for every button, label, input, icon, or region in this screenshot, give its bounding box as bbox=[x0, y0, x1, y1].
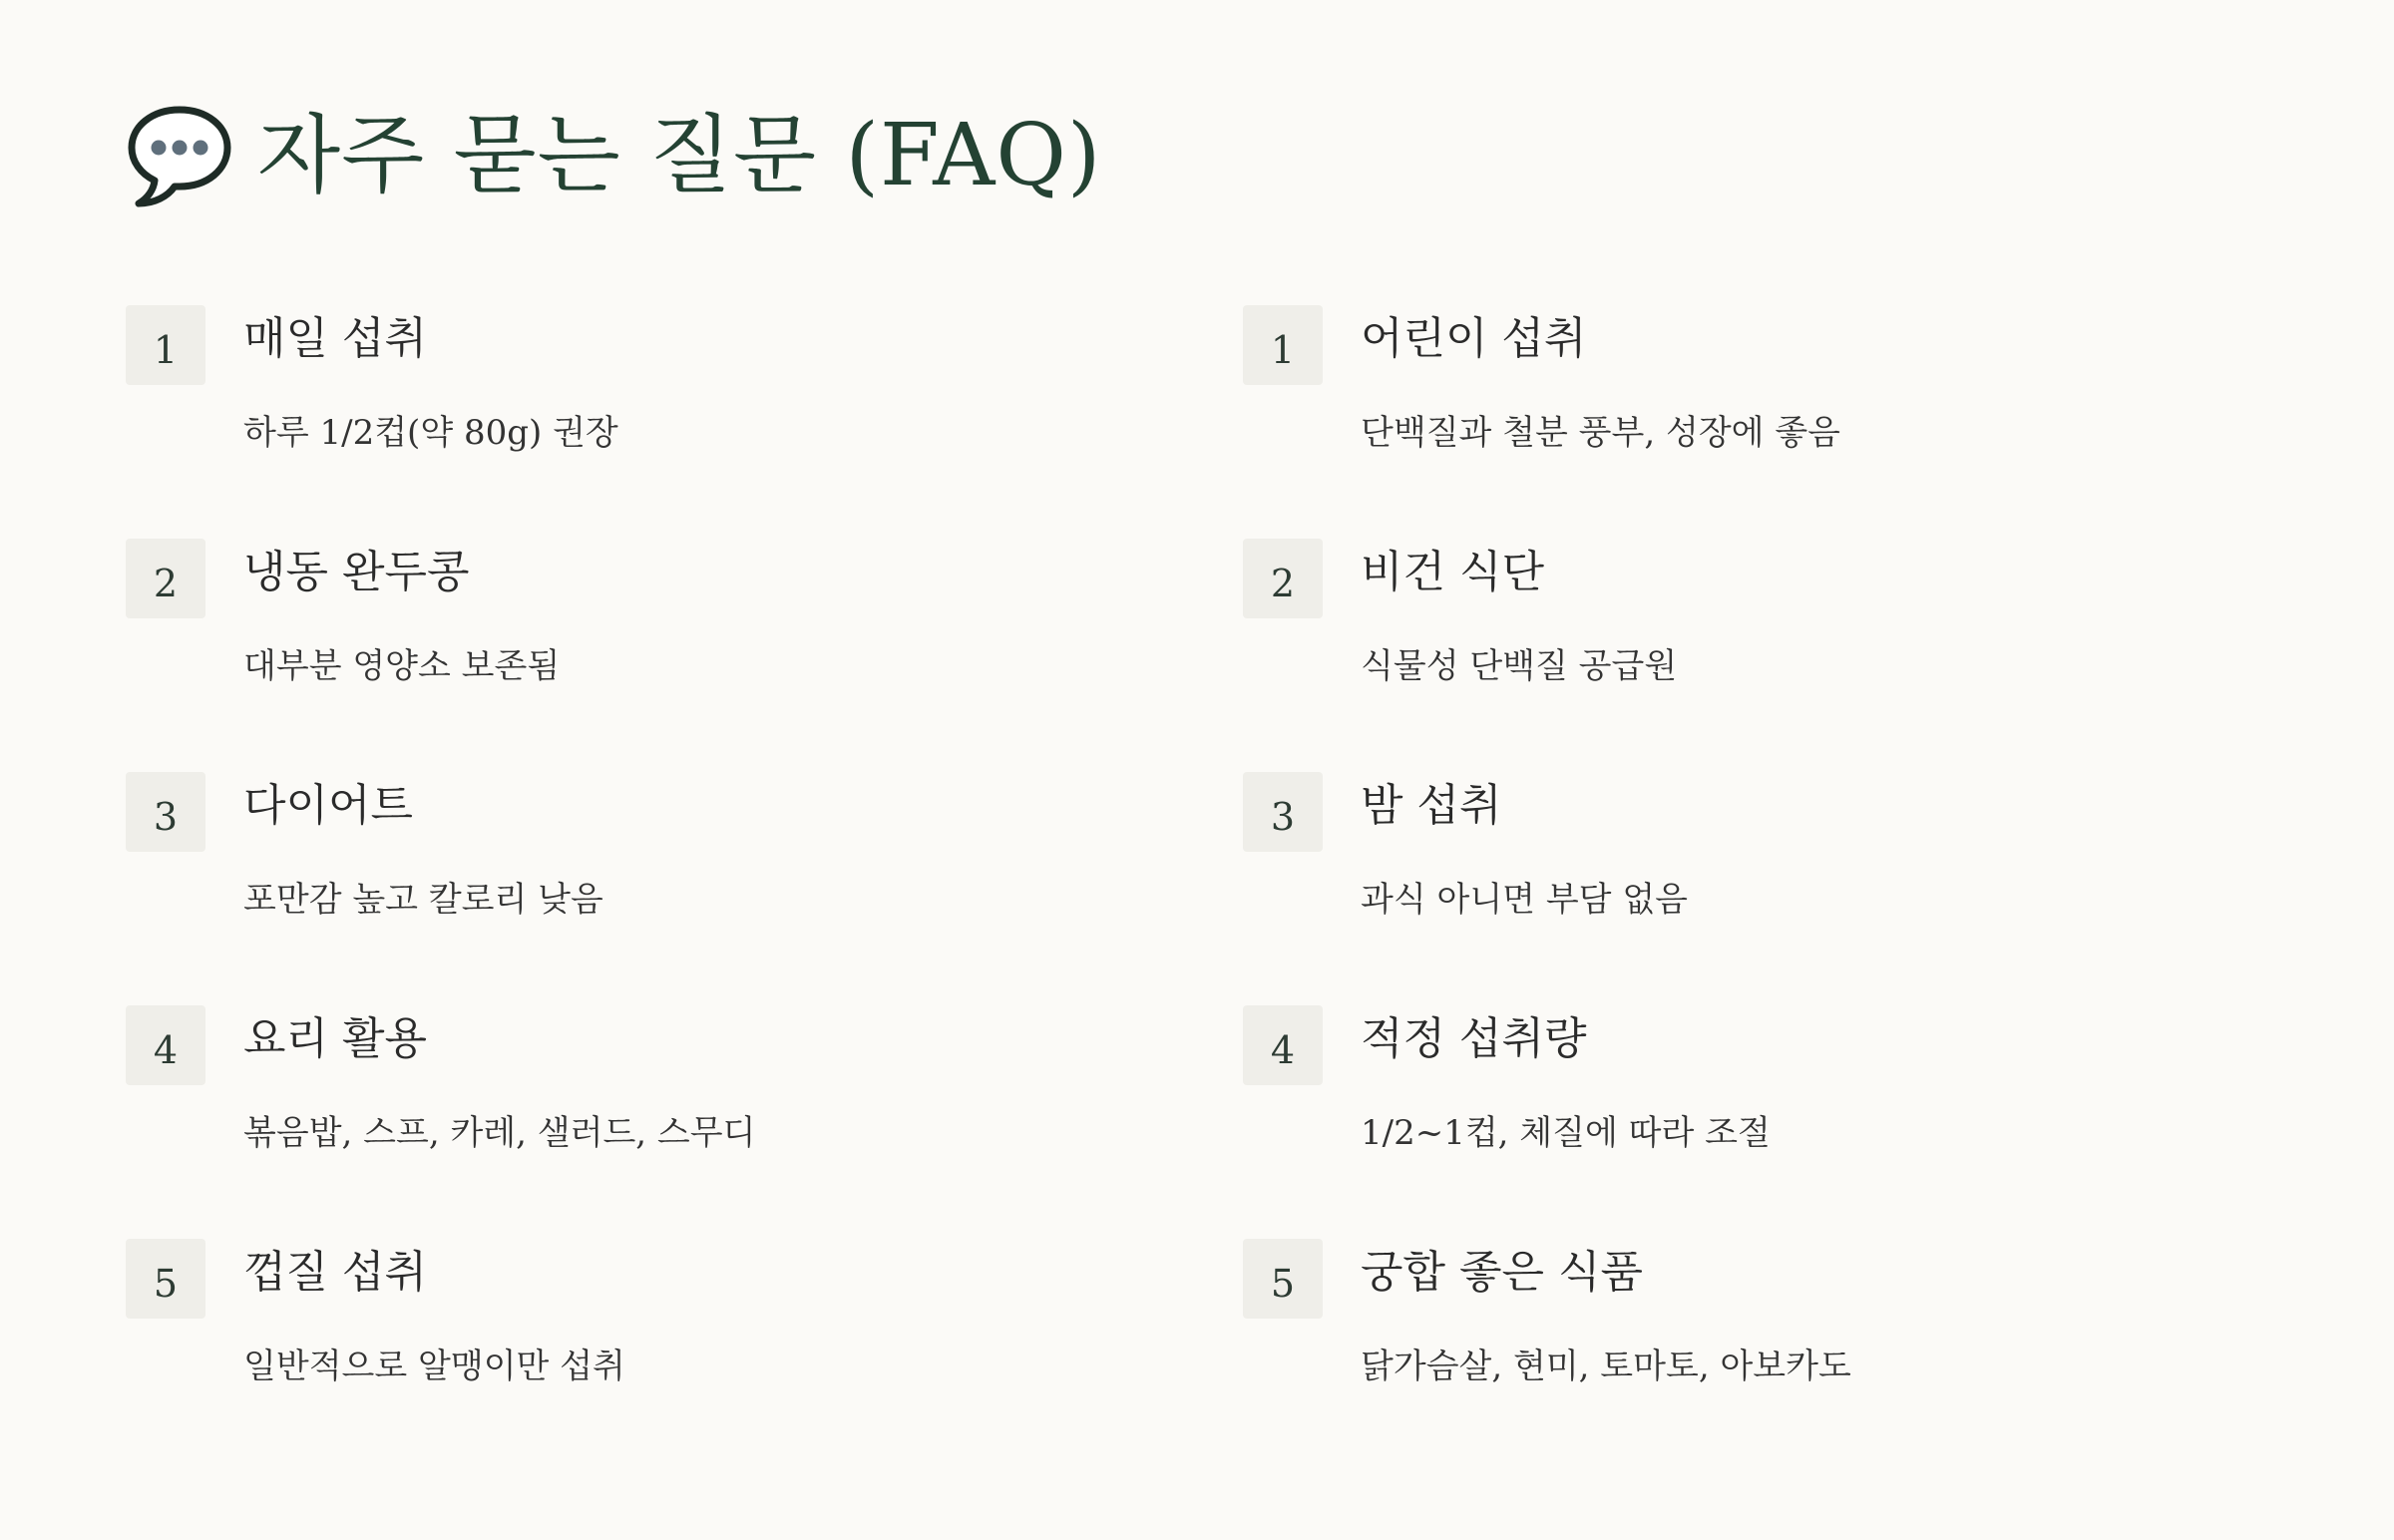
faq-item bbox=[1243, 539, 2320, 772]
number-badge: 1 bbox=[1243, 305, 1323, 385]
faq-answer: 볶음밥, 스프, 카레, 샐러드, 스무디 bbox=[243, 1113, 756, 1153]
faq-answer: 과식 아니면 부담 없음 bbox=[1361, 880, 1689, 920]
number-badge: 5 bbox=[126, 1239, 205, 1319]
faq-item bbox=[1243, 305, 2320, 539]
number-badge: 2 bbox=[1243, 539, 1323, 618]
faq-item bbox=[126, 305, 1243, 539]
number-badge: 5 bbox=[1243, 1239, 1323, 1319]
faq-answer: 포만감 높고 칼로리 낮음 bbox=[243, 880, 603, 920]
number-badge: 3 bbox=[126, 772, 205, 852]
faq-question: 밤 섭취 bbox=[1361, 780, 1502, 831]
faq-question: 다이어트 bbox=[243, 780, 414, 831]
faq-question: 요리 활용 bbox=[243, 1013, 428, 1064]
faq-item bbox=[1243, 772, 2320, 1005]
faq-item bbox=[126, 1239, 1243, 1472]
faq-question: 궁합 좋은 식품 bbox=[1361, 1247, 1643, 1298]
number-badge: 2 bbox=[126, 539, 205, 618]
faq-columns bbox=[126, 305, 2320, 1472]
faq-answer: 일반적으로 알맹이만 섭취 bbox=[243, 1347, 625, 1386]
faq-answer: 식물성 단백질 공급원 bbox=[1361, 646, 1678, 686]
faq-question: 적정 섭취량 bbox=[1361, 1013, 1587, 1064]
faq-answer: 닭가슴살, 현미, 토마토, 아보카도 bbox=[1361, 1347, 1851, 1386]
faq-item bbox=[1243, 1005, 2320, 1239]
faq-item bbox=[1243, 1239, 2320, 1472]
number-badge: 1 bbox=[126, 305, 205, 385]
page-title: 자주 묻는 질문 (FAQ) bbox=[257, 106, 1102, 205]
faq-question: 비건 식단 bbox=[1361, 547, 1545, 597]
faq-question: 냉동 완두콩 bbox=[243, 547, 470, 597]
faq-column-right bbox=[1243, 305, 2320, 1472]
faq-item bbox=[126, 539, 1243, 772]
faq-item bbox=[126, 772, 1243, 1005]
number-badge: 4 bbox=[1243, 1005, 1323, 1085]
faq-answer: 대부분 영양소 보존됨 bbox=[243, 646, 561, 686]
faq-question: 어린이 섭취 bbox=[1361, 313, 1587, 364]
faq-answer: 단백질과 철분 풍부, 성장에 좋음 bbox=[1361, 413, 1841, 453]
speech-bubble-icon bbox=[124, 100, 235, 211]
page-header bbox=[124, 96, 1101, 215]
faq-column-left bbox=[126, 305, 1243, 1472]
faq-answer: 하루 1/2컵(약 80g) 권장 bbox=[243, 413, 618, 453]
faq-question: 껍질 섭취 bbox=[243, 1247, 428, 1298]
number-badge: 3 bbox=[1243, 772, 1323, 852]
faq-answer: 1/2~1컵, 체질에 따라 조절 bbox=[1361, 1113, 1771, 1153]
number-badge: 4 bbox=[126, 1005, 205, 1085]
faq-question: 매일 섭취 bbox=[243, 313, 428, 364]
faq-item bbox=[126, 1005, 1243, 1239]
